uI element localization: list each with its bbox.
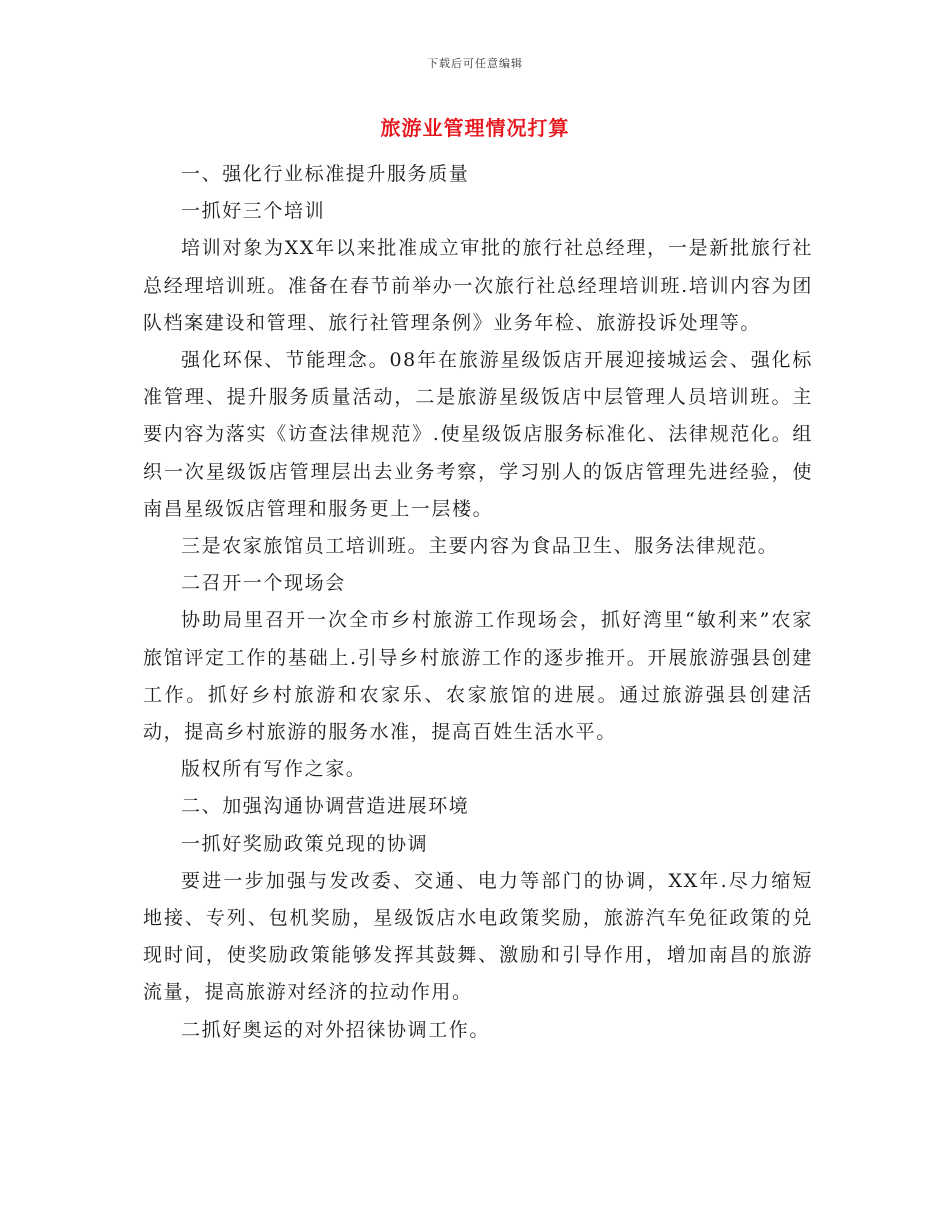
subsection-heading: 二召开一个现场会 [181,572,346,595]
body-paragraph: 强化环保、节能理念。08年在旅游星级饭店开展迎接城运会、强化标准管理、提升服务质量活动，二是旅游星级饭店中层管理人员培训班。主要内容为落实《访查法律规范》.使星级饭店服务标准化、法律规范化。组织一次星级饭店管理层出去业务考察，学习别人的饭店管理先进经验，使南昌星级饭店管理和服务更上一层楼。 [143,349,813,520]
body-paragraph: 培训对象为XX年以来批准成立审批的旅行社总经理，一是新批旅行社总经理培训班。准备在春节前举办一次旅行社总经理培训班.培训内容为团队档案建设和管理、旅行社管理条例》业务年检、旅游投诉处理等。 [143,237,813,334]
document-body [143,156,813,1049]
subsection-heading: 一抓好奖励政策兑现的协调 [181,832,429,855]
document-title: 旅游业管理情况打算 [380,116,570,140]
body-paragraph: 协助局里召开一次全市乡村旅游工作现场会，抓好湾里“敏利来”农家旅馆评定工作的基础上.引导乡村旅游工作的逐步推开。开展旅游强县创建工作。抓好乡村旅游和农家乐、农家旅馆的进展。通过旅游强县创建活动，提高乡村旅游的服务水准，提高百姓生活水平。 [143,609,813,744]
subsection-heading: 一抓好三个培训 [181,200,326,223]
body-paragraph: 要进一步加强与发改委、交通、电力等部门的协调，XX年.尽力缩短地接、专列、包机奖励，星级饭店水电政策奖励，旅游汽车免征政策的兑现时间，使奖励政策能够发挥其鼓舞、激励和引导作用，增加南昌的旅游流量，提高旅游对经济的拉动作用。 [143,869,813,1004]
section-heading-2: 二、加强沟通协调营造进展环境 [181,795,470,818]
header-note: 下载后可任意编辑 [427,57,523,70]
subsection-heading: 二抓好奥运的对外招徕协调工作。 [181,1018,491,1041]
section-heading-1: 一、强化行业标准提升服务质量 [181,163,470,185]
body-paragraph: 三是农家旅馆员工培训班。主要内容为食品卫生、服务法律规范。 [181,535,779,558]
body-paragraph: 版权所有写作之家。 [181,758,367,781]
